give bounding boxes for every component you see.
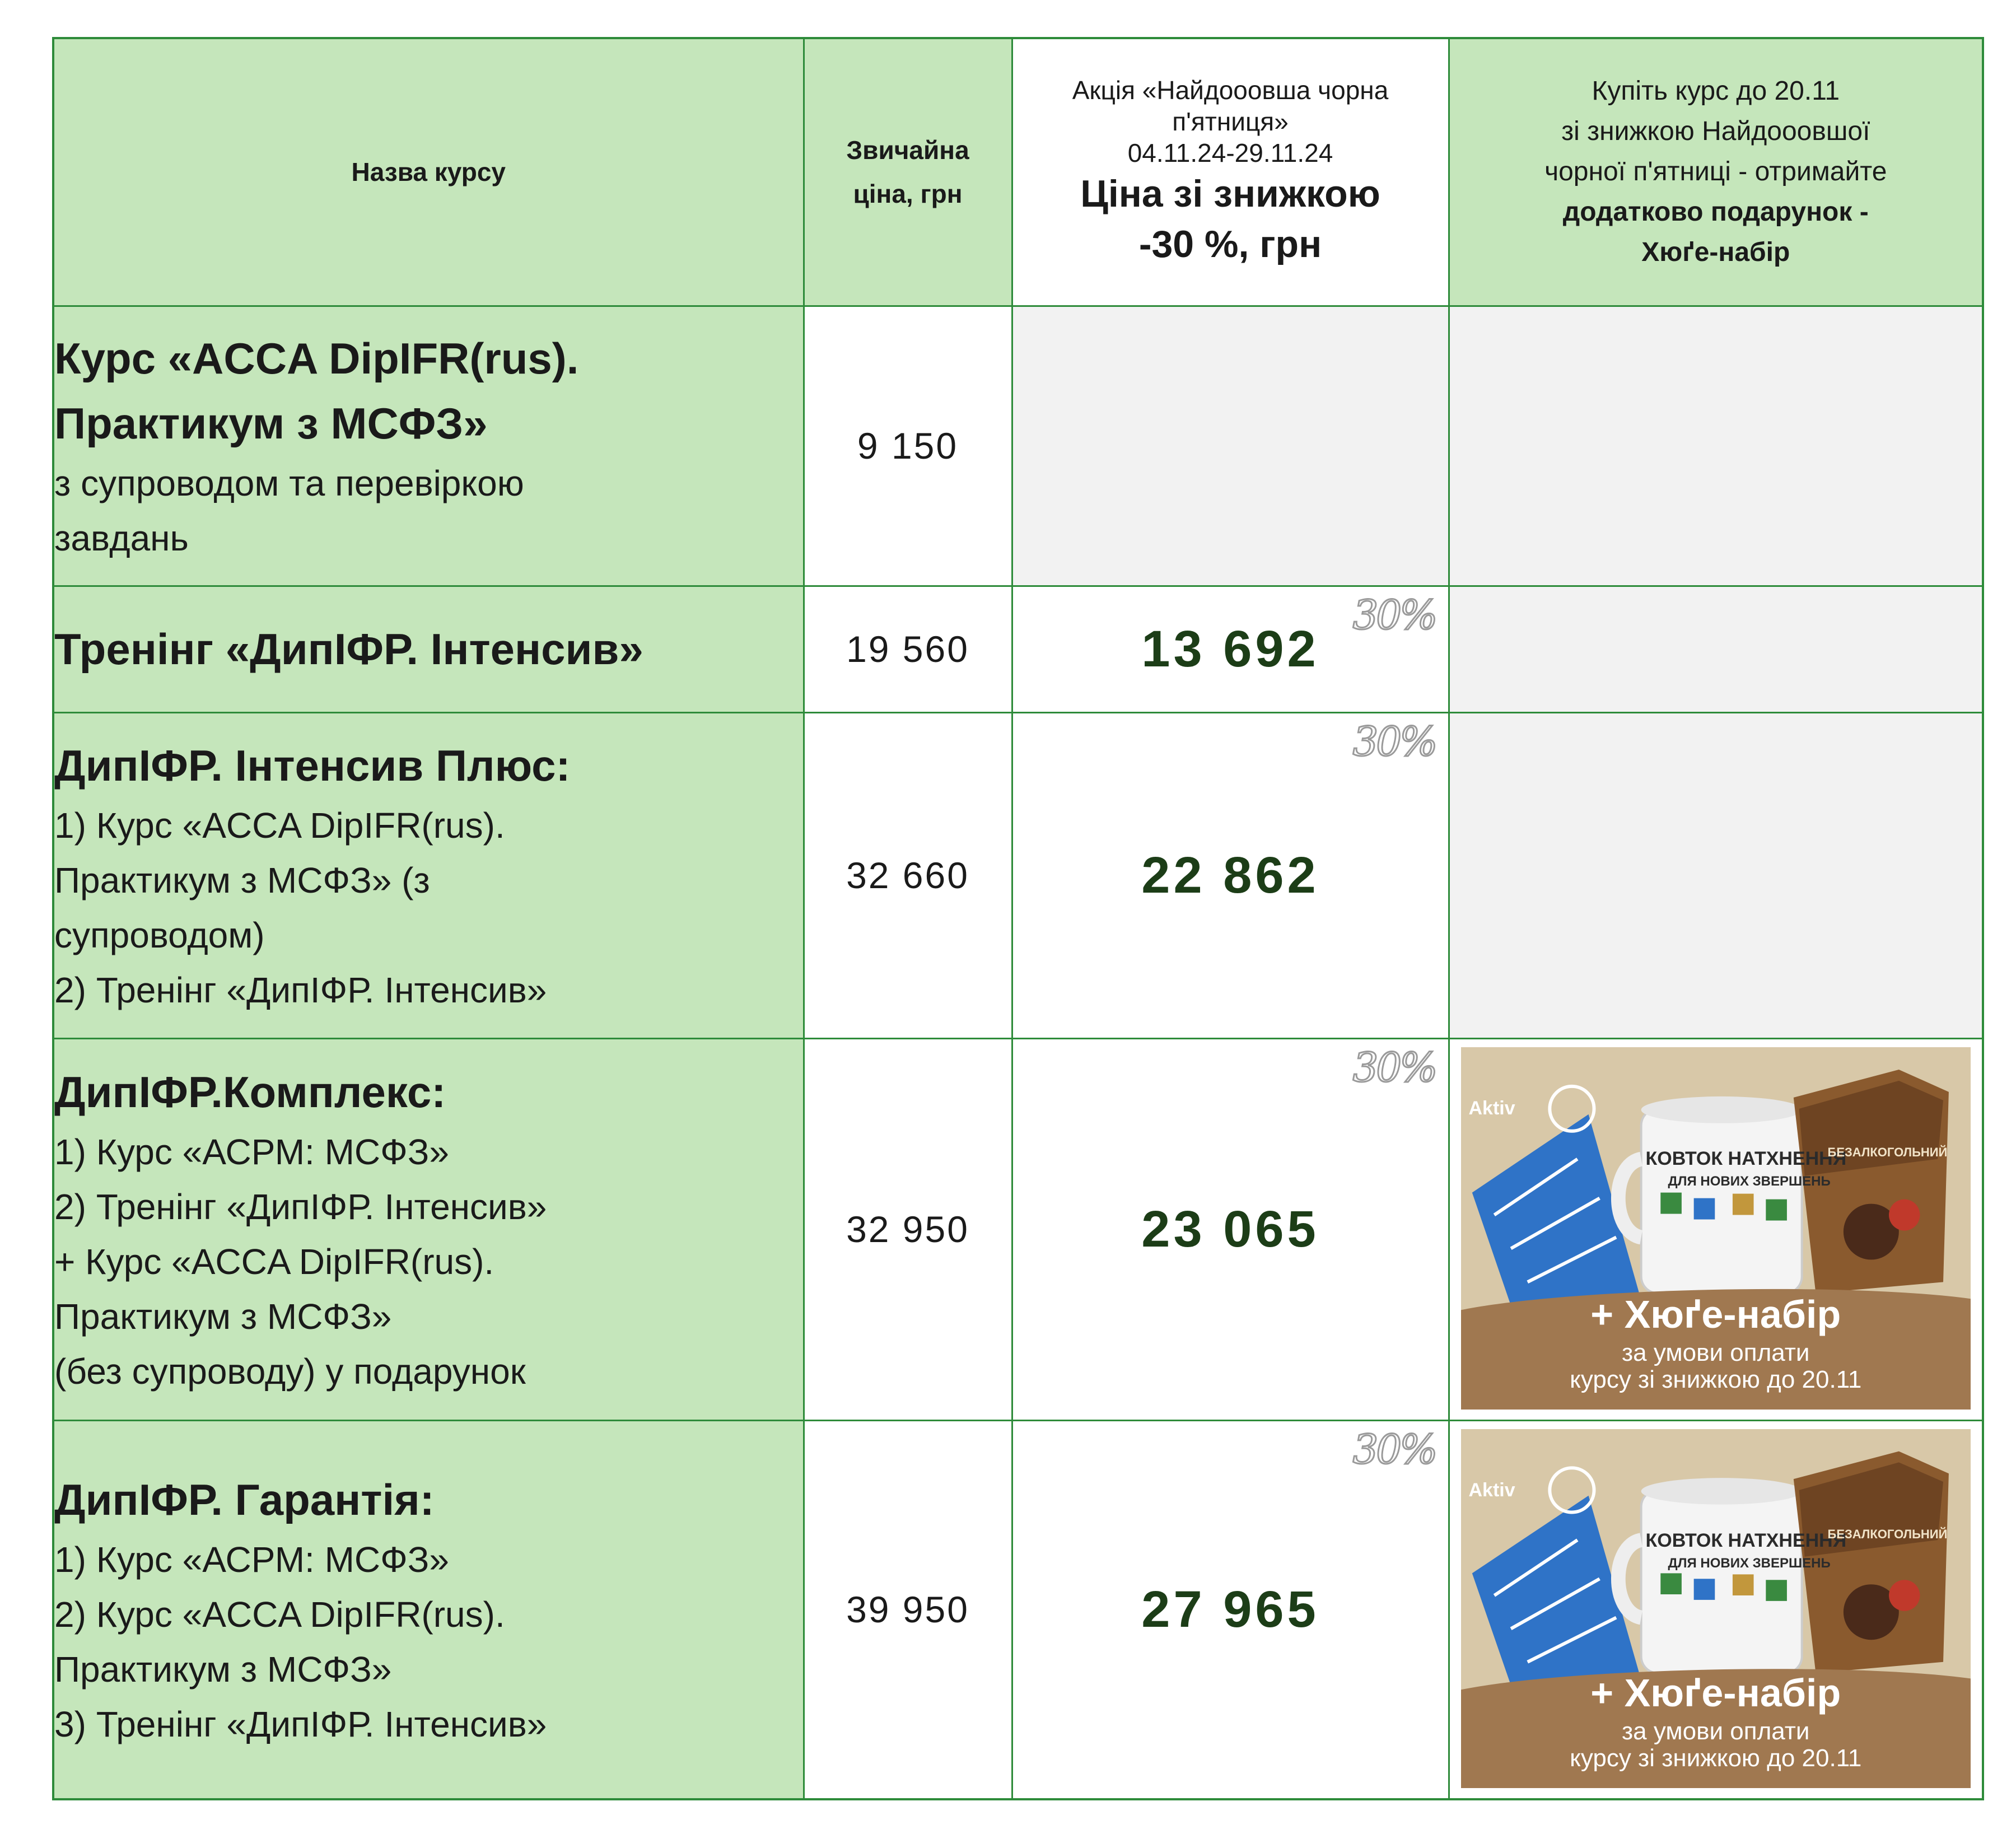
discount-stamp: 30% [1352,1043,1436,1091]
course-line: Практикум з МСФЗ» [54,1649,392,1690]
course-name-cell [53,712,804,1038]
regular-price-cell [804,586,1012,712]
header-regular-l1: Звичайна [846,136,969,165]
course-line: завдань [54,518,189,558]
course-line: 3) Тренінг «ДипІФР. Інтенсив» [54,1704,547,1745]
header-promo-l1: Акція «Найдооовша чорна [1072,76,1389,105]
header-gift-l3: чорної п'ятниці - отримайте [1544,157,1887,187]
header-name-text: Назва курсу [351,157,506,187]
discount-price-cell [1012,712,1449,1038]
regular-price: 32 660 [846,855,969,896]
course-name-cell [53,586,804,712]
cup-subtext: ДЛЯ НОВИХ ЗВЕРШЕНЬ [1668,1555,1831,1571]
course-name-cell [53,1038,804,1420]
gift-cell [1449,306,1983,586]
gift-condition-l1: за умови оплати [1622,1338,1810,1366]
course-name-cell [53,1420,804,1799]
course-line: Практикум з МСФЗ» [54,1296,392,1337]
header-gift-bold-l1: додатково подарунок - [1562,197,1869,227]
discount-price-cell [1012,1420,1449,1799]
discount-stamp: 30% [1352,717,1436,765]
course-line: 2) Тренінг «ДипІФР. Інтенсив» [54,970,547,1010]
bag-text: БЕЗАЛКОГОЛЬНИЙ [1827,1527,1948,1541]
course-line: 2) Курс «ACCA DipIFR(rus). [54,1594,505,1635]
regular-price: 9 150 [857,425,959,466]
regular-price: 19 560 [846,628,969,670]
cup-text: КОВТОК НАТХНЕННЯ [1645,1147,1847,1169]
course-title: ДипІФР. Гарантія: [54,1475,435,1525]
gift-condition-l2: курсу зі знижкою до 20.11 [1570,1365,1862,1393]
header-gift [1449,38,1983,306]
regular-price: 39 950 [846,1589,969,1631]
header-promo-price [1012,38,1449,306]
table-row [53,586,1983,712]
course-title: ДипІФР. Інтенсив Плюс: [54,741,571,790]
discount-price-cell [1012,586,1449,712]
gift-cell [1449,1038,1983,1420]
course-line: супроводом) [54,915,265,955]
header-regular-l2: ціна, грн [853,179,963,209]
course-line: + Курс «ACCA DipIFR(rus). [54,1242,494,1282]
header-promo-l2: п'ятниця» [1172,107,1289,137]
regular-price-cell [804,1038,1012,1420]
gift-banner [1461,1047,1971,1410]
course-line: з супроводом та перевіркою [54,463,524,503]
discount-price-cell [1012,306,1449,586]
discount-price: 13 692 [1141,620,1319,678]
header-promo-big-l2: -30 %, грн [1138,223,1322,266]
course-title: ДипІФР.Комплекс: [54,1067,446,1117]
gift-cell [1449,586,1983,712]
course-title: Тренінг «ДипІФР. Інтенсив» [54,624,643,674]
course-line: 1) Курс «АСРМ: МСФЗ» [54,1132,449,1172]
discount-price: 22 862 [1141,846,1319,904]
gift-condition-l1: за умови оплати [1622,1718,1810,1745]
course-line: Практикум з МСФЗ» (з [54,860,430,900]
course-title: Практикум з МСФЗ» [54,399,488,448]
gift-condition-l2: курсу зі знижкою до 20.11 [1570,1744,1862,1772]
discount-price-cell [1012,1038,1449,1420]
discount-stamp: 30% [1352,1425,1436,1473]
course-line: 1) Курс «ACCA DipIFR(rus). [54,805,505,846]
regular-price-cell [804,306,1012,586]
gift-banner [1461,1429,1971,1789]
cup-subtext: ДЛЯ НОВИХ ЗВЕРШЕНЬ [1668,1173,1831,1189]
bag-text: БЕЗАЛКОГОЛЬНИЙ [1827,1145,1948,1159]
gift-title: + Хюґе-набір [1590,1671,1841,1715]
header-gift-l2: зі знижкою Найдооовшої [1561,116,1870,147]
discount-price: 23 065 [1141,1200,1319,1258]
cup-text: КОВТОК НАТХНЕННЯ [1645,1529,1847,1551]
table-row [53,1420,1983,1799]
course-title: Курс «ACCA DipIFR(rus). [54,334,579,383]
course-line: 2) Тренінг «ДипІФР. Інтенсив» [54,1187,547,1227]
discount-price: 27 965 [1141,1580,1319,1638]
header-gift-bold-l2: Хюґе-набір [1641,237,1790,268]
price-table [52,37,1984,1800]
regular-price-cell [804,712,1012,1038]
header-promo-big-l1: Ціна зі знижкою [1080,172,1380,216]
table-row [53,712,1983,1038]
header-regular-price [804,38,1012,306]
header-gift-l1: Купіть курс до 20.11 [1592,76,1840,106]
discount-stamp: 30% [1352,591,1436,638]
gift-title: + Хюґе-набір [1590,1292,1841,1336]
table-row [53,1038,1983,1420]
gift-cell [1449,712,1983,1038]
brand-logo-text: Aktiv [1468,1479,1515,1501]
table-row [53,306,1983,586]
course-line: 1) Курс «АСРМ: МСФЗ» [54,1539,449,1580]
course-line: (без супроводу) у подарунок [54,1351,526,1392]
header-promo-dates: 04.11.24-29.11.24 [1127,138,1333,168]
header-course-name [53,38,804,306]
course-name-cell [53,306,804,586]
brand-logo-text: Aktiv [1468,1097,1515,1119]
regular-price-cell [804,1420,1012,1799]
gift-cell [1449,1420,1983,1799]
regular-price: 32 950 [846,1208,969,1250]
